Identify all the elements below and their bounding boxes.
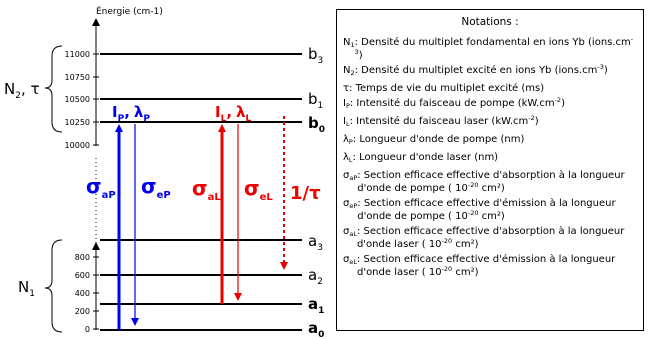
notation-description: : Densité du multiplet excité en ions Yb $(ions.cm^{-3})$ (354, 63, 608, 76)
sigma-eL-label: $\sigma_{eL}$ (244, 176, 273, 203)
decay-rate-label: 1/τ (290, 183, 321, 204)
notations-title: Notations : (461, 16, 519, 28)
axis-title: Énergie (cm-1) (96, 7, 163, 17)
notation-description: : Section efficace effective d'absorption à la longueur d'onde de pompe ( $10^{-20}$ cm²) (357, 170, 625, 194)
upper-manifold-label: $N_2$, τ (4, 80, 40, 101)
notation-symbol: τ (343, 83, 350, 94)
level-b0-label: $b_0$ (308, 114, 326, 135)
notation-symbol: $\lambda_P$ (343, 134, 353, 146)
level-a1-label: $a_1$ (308, 295, 325, 316)
notation-entry (343, 151, 637, 167)
notation-entry (343, 82, 637, 95)
upper-ticks (65, 50, 99, 150)
sigma-eP-label: $\sigma_{eP}$ (141, 174, 171, 201)
tick-label: 11000 (64, 50, 90, 59)
notation-description: : Densité du multiplet fondamental en ions Yb $(ions.cm^{-3})$ (354, 35, 634, 61)
tick-label: 200 (74, 307, 90, 316)
notation-entry (343, 64, 637, 80)
level-b1-label: $b_1$ (308, 90, 324, 111)
notation-entry (343, 225, 637, 251)
notation-description: : Longueur d'onde laser (nm) (352, 152, 499, 163)
level-a0-label: $a_0$ (308, 319, 325, 338)
notation-entry (343, 253, 637, 279)
level-a2-label: $a_2$ (308, 266, 323, 287)
notation-symbol: $I_P$ (343, 98, 350, 110)
notation-entry (343, 169, 637, 195)
notation-description: : Intensité du faisceau de pompe $(kW.cm^{-2})$ (349, 96, 565, 109)
tick-label: 600 (74, 271, 90, 280)
notation-entry (343, 115, 637, 131)
tick-label: 10750 (64, 73, 90, 82)
notation-description: : Temps de vie du multiplet excité (ms) (349, 83, 545, 94)
lower-manifold-label: $N_1$ (18, 278, 35, 299)
tick-label: 10500 (64, 95, 90, 104)
level-b3-label: $b_3$ (308, 45, 324, 66)
pump-intensity-label: $I_P$, $\lambda_P$ (112, 103, 151, 124)
laser-intensity-label: $I_L$, $\lambda_L$ (215, 103, 252, 124)
tick-label: 0 (84, 325, 90, 334)
notation-symbol: $\sigma_{aL}$ (343, 226, 357, 238)
tick-label: 10250 (64, 118, 90, 127)
level-a3-label: $a_3$ (308, 232, 323, 253)
notation-entry (343, 36, 637, 62)
notation-description: : Section efficace effective d'absorption à la longueur d'onde laser ( $10^{-20}$ cm²) (356, 226, 625, 250)
notations-panel (336, 9, 644, 331)
tick-label: 800 (74, 253, 90, 262)
notation-entry (343, 133, 637, 149)
notation-symbol: $\sigma_{eL}$ (343, 254, 357, 266)
sigma-aP-label: $\sigma_{aP}$ (86, 174, 116, 201)
notation-symbol: $\sigma_{eP}$ (343, 198, 358, 210)
tick-label: 10000 (64, 141, 90, 150)
sigma-aL-label: $\sigma_{aL}$ (192, 176, 221, 203)
notation-description: : Longueur d'onde de pompe (nm) (352, 134, 525, 145)
notation-symbol: $\sigma_{aP}$ (343, 170, 358, 182)
tick-label: 400 (74, 289, 90, 298)
lower-manifold-brace (45, 240, 62, 332)
lower-ticks (75, 253, 99, 334)
notation-symbol: $N_2$ (343, 65, 355, 77)
notation-entry (343, 97, 637, 113)
notation-description: : Intensité du faisceau laser $(kW.cm^{-2})$ (349, 114, 539, 127)
notations-list (343, 36, 637, 279)
notation-description: : Section efficace effective d'émission à la longueur d'onde de pompe ( $10^{-20}$ cm²) (357, 198, 616, 222)
notation-entry (343, 197, 637, 223)
notation-symbol: $\lambda_L$ (343, 152, 353, 164)
notation-symbol: $N_1$ (343, 37, 355, 49)
notation-description: : Section efficace effective d'émission à la longueur d'onde laser ( $10^{-20}$ cm²) (356, 254, 616, 278)
upper-manifold-brace (45, 46, 62, 132)
notation-symbol: $I_L$ (343, 116, 350, 128)
